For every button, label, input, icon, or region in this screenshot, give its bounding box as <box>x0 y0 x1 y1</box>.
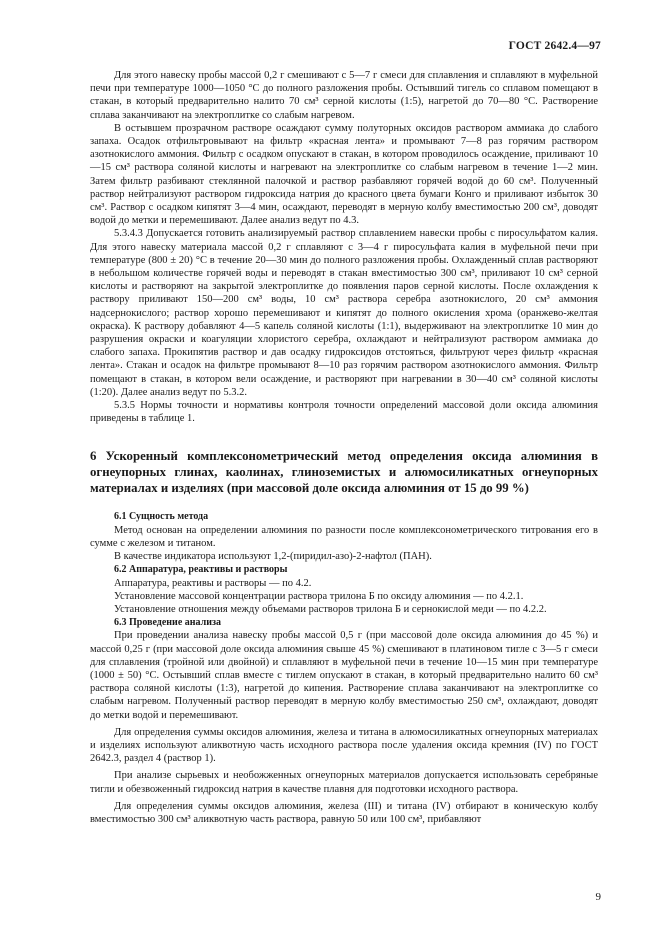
paragraph: Установление массовой концентрации раствора трилона Б по оксиду алюминия — по 4.2.1. <box>114 590 524 602</box>
paragraph: При анализе сырьевых и необожженных огнеупорных материалов допускается использовать серебряные тигли и обезвоженный гидроксид натрия в качестве плавня для подготовки исходного раствора. <box>90 770 598 795</box>
paragraph: При проведении анализа навеску пробы массой 0,5 г (при массовой доле оксида алюминия до 45 %) и массой 0,25 г (при массовой доле оксида алюминия свыше 45 %) смешивают в платиновом тигле с 3—5 г смеси для сплавления (тройной или двойной) и сплавляют в муфельной печи в течение 10—15 мин при температуре (1000 ± 50) °С. Остывший сплав вместе с тиглем опускают в стакан, в который предварительно налито 60 см³ раствора соляной кислоты (1:3), нагретой до кипения. Растворение сплава заканчивают на электроплитке со слабым нагревом. Полученный раствор переводят в мерную колбу вместимостью 250 см³, охлаждают, доводят до метки водой и перемешивают. <box>90 630 598 721</box>
paragraph: 5.3.4.3 Допускается готовить анализируемый раствор сплавлением навески пробы с пиросульфатом калия. Для этого навеску материала массой 0,2 г сплавляют с 3—4 г пиросульфата калия в муфельной печи при температуре (800 ± 20) °С в течение 20—30 мин до полного разложения пробы. Охлажденный сплав растворяют в небольшом количестве горячей воды и переводят в стакан вместимостью 300 см³, приливают 10 см³ серной кислоты и растворяют на закрытой электроплитке до появления паров серной кислоты. После охлаждения к раствору приливают 150—200 см³ воды, 10 см³ раствора серебра азотнокислого, 20 см³ аммония надсернокислого; раствор хорошо перемешивают и кипятят до полного окисления хрома (оранжево-желтая окраска). К раствору добавляют 4—5 капель соляной кислоты (1:1), выдерживают на электроплитке 10 мин до разрушения окраски и коагуляции хлористого серебра, охлаждают и нейтрализуют раствором аммиака до слабого запаха. Прокипятив раствор и дав осадку гидроксидов отстояться, фильтруют через фильтр «красная лента». Стакан и осадок на фильтре промывают 8—10 раз горячим раствором азотнокислого аммония. Фильтр помещают в стакан, в котором вели осаждение, и растворяют при нагревании в 30—40 см³ соляной кислоты (1:20). Далее анализ ведут по 5.3.2. <box>90 228 598 398</box>
standard-code-header: ГОСТ 2642.4—97 <box>508 40 601 52</box>
section-title: 6 Ускоренный комплексонометрический метод определения оксида алюминия в огнеупорных глинах, каолинах, глиноземистых и алюмосиликатных огнеупорных материалах и изделиях (при массовой доле оксида алюминия от 15 до 99 %) <box>90 449 598 496</box>
paragraph: В качестве индикатора используют 1,2-(пиридил-азо)-2-нафтол (ПАН). <box>114 551 432 563</box>
subsection-title-6-2: 6.2 Аппаратура, реактивы и растворы <box>114 564 288 576</box>
paragraph: Установление отношения между объемами растворов трилона Б и сернокислой меди — по 4.2.2. <box>114 603 547 615</box>
subsection-title-6-3: 6.3 Проведение анализа <box>114 617 221 629</box>
paragraph: В остывшем прозрачном растворе осаждают сумму полуторных оксидов раствором аммиака до слабого запаха. Осадок отфильтровывают на фильтр «красная лента» и промывают 7—8 раз горячим раствором азотнокислого аммония. Фильтр с осадком опускают в стакан, в котором проводилось осаждение, приливают 10—15 см³ раствора соляной кислоты и нагревают на электроплитке со слабым нагревом в течение 1—2 мин. Затем фильтр разбивают стеклянной палочкой и раствор разбавляют горячей водой до 60 см³. Полученный раствор нейтрализуют раствором гидроксида натрия до красного цвета бумаги Конго и приливают избыток 30 см³. Раствор с осадком кипятят 3—4 мин, осаждают, переводят в мерную колбу вместимостью 200 см³, доводят водой до метки и перемешивают. Далее анализ ведут по 4.3. <box>90 122 598 227</box>
paragraph: Для этого навеску пробы массой 0,2 г смешивают с 5—7 г смеси для сплавления и сплавляют в муфельной печи при температуре 1000—1050 °С до полного разложения пробы. Остывший тигель со сплавом помещают в стакан, в который предварительно налито 70 см³ серной кислоты (1:5), нагретой до 70—80 °С. Растворение сплава заканчивают на электроплитке со слабым нагревом. <box>90 70 598 121</box>
paragraph: Аппаратура, реактивы и растворы — по 4.2. <box>114 577 312 589</box>
paragraph: Для определения суммы оксидов алюминия, железа и титана в алюмосиликатных огнеупорных материалах и изделиях используют аликвотную часть исходного раствора после удаления оксида кремния (IV) по ГОСТ 2642.3, раздел 4 (раствор 1). <box>90 726 598 765</box>
paragraph: Метод основан на определении алюминия по разности после комплексонометрического титрования его в сумме с железом и титаном. <box>90 524 598 549</box>
paragraph: 5.3.5 Нормы точности и нормативы контроля точности определений массовой доли оксида алюминия приведены в таблице 1. <box>90 400 598 425</box>
page-number: 9 <box>595 891 601 903</box>
paragraph: Для определения суммы оксидов алюминия, железа (III) и титана (IV) отбирают в коническую колбу вместимостью 300 см³ аликвотную часть раствора, равную 50 или 100 см³, прибавляют <box>90 800 598 825</box>
document-body <box>90 69 598 826</box>
subsection-title-6-1: 6.1 Сущность метода <box>114 511 209 523</box>
